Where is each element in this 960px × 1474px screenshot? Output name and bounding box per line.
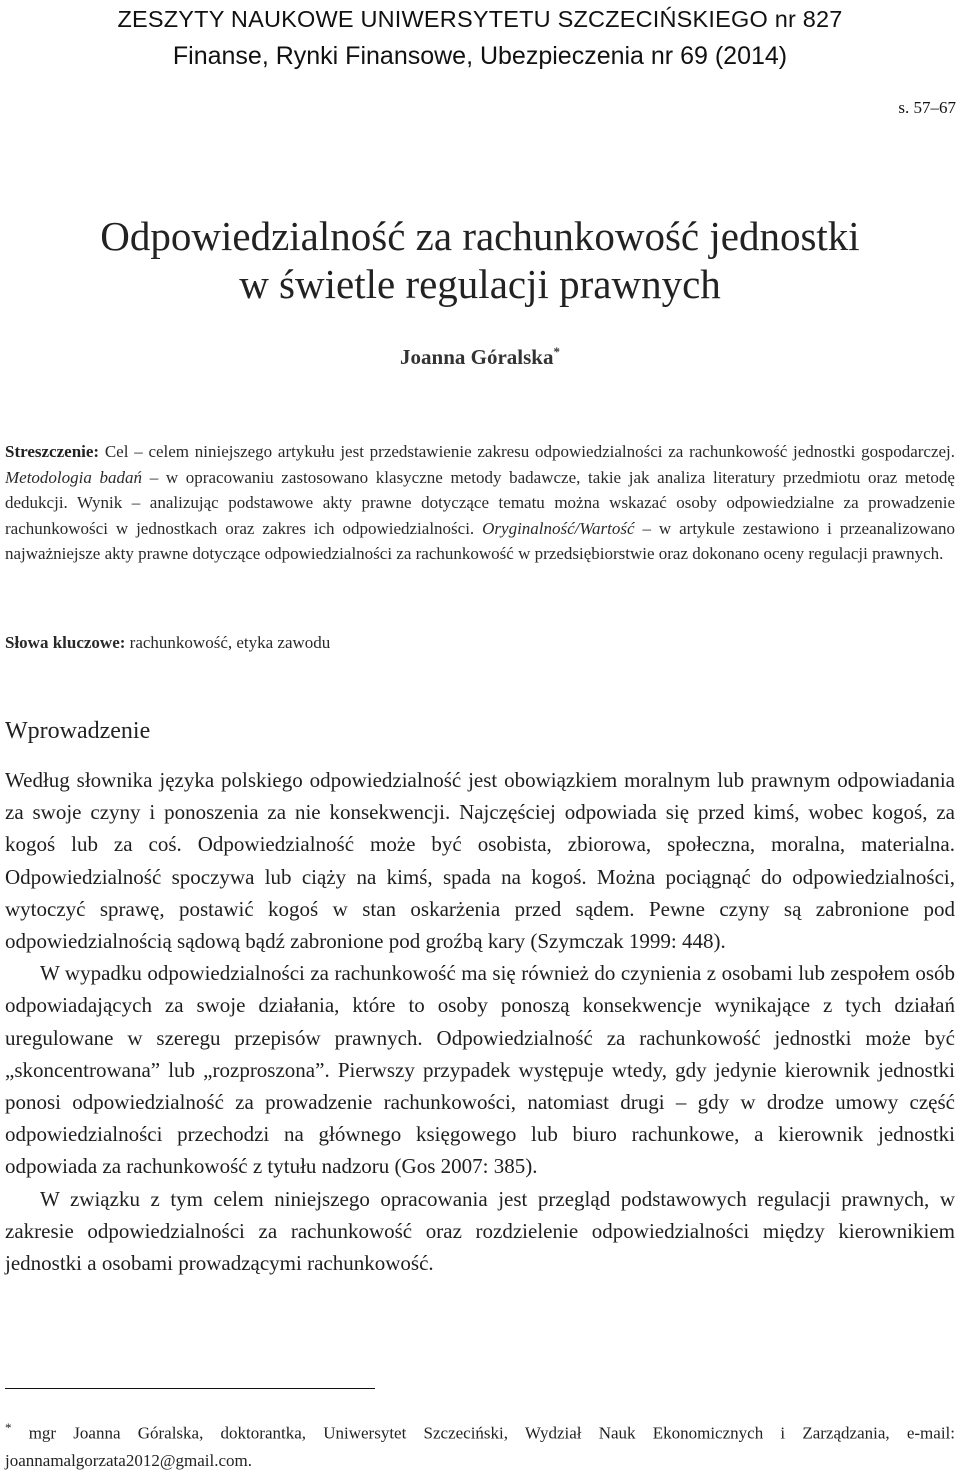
journal-series: Finanse, Rynki Finansowe, Ubezpieczenia nr 69 (2014) [172, 42, 788, 70]
abstract-label: Streszczenie: [5, 442, 100, 461]
footnote-divider [5, 1388, 375, 1389]
author-name-text: Joanna Góralska [400, 345, 554, 369]
footnote [5, 1414, 955, 1474]
page-range: s. 57–67 [898, 98, 956, 117]
abstract-value-text: – w artykule zestawiono i przeanalizowano najważniejsze akty prawne dotyczące odpowiedzialności za rachunkowość w przedsiębiorstwie oraz dokonano oceny regulacji prawnych. [5, 518, 955, 563]
author-footnote-mark: * [553, 344, 560, 359]
paragraph-2: W wypadku odpowiedzialności za rachunkowość ma się również do czynienia z osobami lub zespołem osób odpowiadających za swoje działania, które to osoby ponoszą konsekwencje wynikające z tych działań uregulowane w szeregu przepisów prawnych. Odpowiedzialność za rachunkowość jednostki może być „skoncentrowana” lub „rozproszona”. Pierwszy przypadek występuje wtedy, gdy jedynie kierownik jednostki ponosi odpowiedzialność za prowadzenie rachunkowości, natomiast drugi – gdy w drodze umowy część odpowiedzialności przechodzi na głównego księgowego lub biuro rachunkowe, a kierownik jednostki odpowiada za rachunkowość z tytułu nadzoru (Gos 2007: 385). [5, 961, 955, 1179]
body-text [5, 764, 955, 1279]
abstract [5, 439, 955, 567]
paragraph-1: Według słownika języka polskiego odpowiedzialność jest obowiązkiem moralnym lub prawnym odpowiadania za swoje czyny i ponoszenia za nie konsekwencji. Najczęściej odpowiada się przed kimś, wobec kogoś, za kogoś lub za coś. Odpowiedzialność może być osobista, zbiorowa, społeczna, moralna, materialna. Odpowiedzialność spoczywa lub ciąży na kimś, spada na kogoś. Można pociągnąć do odpowiedzialności, wytoczyć sprawę, postawić kogoś w stan oskarżenia przed sądem. Pewne czyny są zabronione pod odpowiedzialnością sądową bądź zabronione pod groźbą kary (Szymczak 1999: 448). [5, 768, 955, 954]
abstract-method-label: Metodologia badań [5, 467, 143, 487]
abstract-method-text: – w opracowaniu zastosowano klasyczne metody badawcze, takie jak analiza literatury przedmiotu oraz metodę dedukcji. [5, 467, 955, 512]
abstract-value-label: Oryginalność/Wartość [482, 518, 635, 538]
keywords-label: Słowa kluczowe: [5, 633, 126, 652]
abstract-result-label: Wynik [77, 493, 123, 512]
keywords-text: rachunkowość, etyka zawodu [125, 633, 331, 652]
footnote-text: mgr Joanna Góralska, doktorantka, Uniwersytet Szczeciński, Wydział Nauk Ekonomicznych i Zarządzania, e-mail: joannamalgorzata2012@gmail.com. [5, 1423, 955, 1470]
paragraph-3: W związku z tym celem niniejszego opracowania jest przegląd podstawowych regulacji prawnych, w zakresie odpowiedzialności za rachunkowość oraz rozdzielenie odpowiedzialności między kierownikiem jednostki a osobami prowadzącymi rachunkowość. [5, 1186, 955, 1276]
abstract-aim-label: Cel [104, 442, 129, 461]
article-title-line-2: w świetle regulacji prawnych [239, 261, 721, 307]
article-title [0, 212, 960, 308]
abstract-result-text: – analizując podstawowe akty prawne dotyczące tematu można wskazać osoby odpowiedzialne za prowadzenie rachunkowości w jednostkach oraz zakres ich odpowiedzialności. [5, 493, 956, 538]
article-title-line-1: Odpowiedzialność za rachunkowość jednostki [100, 213, 860, 259]
author-name [0, 344, 960, 370]
abstract-aim-text: – celem niniejszego artykułu jest przedstawienie zakresu odpowiedzialności za rachunkowość jednostki gospodarczej. [128, 442, 956, 461]
section-heading: Wprowadzenie [5, 718, 151, 744]
journal-name: ZESZYTY NAUKOWE UNIWERSYTETU SZCZECIŃSKIEGO nr 827 [117, 6, 843, 32]
footnote-mark: * [5, 1420, 12, 1435]
keywords [5, 633, 955, 653]
